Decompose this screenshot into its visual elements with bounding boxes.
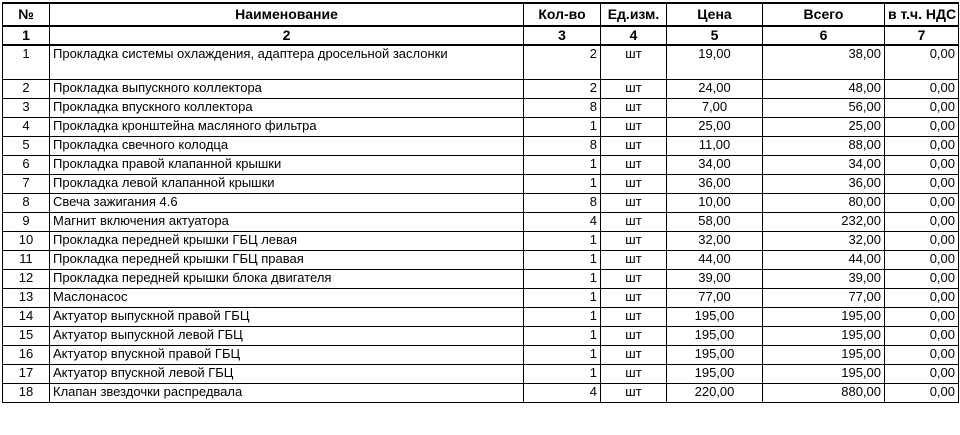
row-number: 9 xyxy=(3,213,50,232)
row-number: 4 xyxy=(3,118,50,137)
item-unit: шт xyxy=(601,232,667,251)
item-name: Прокладка левой клапанной крышки xyxy=(50,175,524,194)
item-quantity: 1 xyxy=(524,118,601,137)
header-num: № xyxy=(3,3,50,26)
row-number: 13 xyxy=(3,289,50,308)
item-total: 39,00 xyxy=(763,270,885,289)
column-number: 2 xyxy=(50,26,524,45)
table-row xyxy=(3,175,959,194)
item-total: 195,00 xyxy=(763,308,885,327)
header-qty: Кол-во xyxy=(524,3,601,26)
item-total: 56,00 xyxy=(763,99,885,118)
item-price: 7,00 xyxy=(667,99,763,118)
item-name: Прокладка свечного колодца xyxy=(50,137,524,156)
item-price: 10,00 xyxy=(667,194,763,213)
row-number: 11 xyxy=(3,251,50,270)
item-unit: шт xyxy=(601,156,667,175)
table-row xyxy=(3,251,959,270)
table-row xyxy=(3,384,959,403)
item-name: Прокладка впускного коллектора xyxy=(50,99,524,118)
item-vat: 0,00 xyxy=(885,270,959,289)
row-number: 14 xyxy=(3,308,50,327)
item-quantity: 2 xyxy=(524,80,601,99)
item-vat: 0,00 xyxy=(885,308,959,327)
item-total: 880,00 xyxy=(763,384,885,403)
item-quantity: 4 xyxy=(524,213,601,232)
item-total: 80,00 xyxy=(763,194,885,213)
item-unit: шт xyxy=(601,80,667,99)
table-row xyxy=(3,99,959,118)
table-row xyxy=(3,346,959,365)
item-price: 44,00 xyxy=(667,251,763,270)
column-number: 6 xyxy=(763,26,885,45)
item-total: 32,00 xyxy=(763,232,885,251)
column-number: 3 xyxy=(524,26,601,45)
item-price: 77,00 xyxy=(667,289,763,308)
item-vat: 0,00 xyxy=(885,346,959,365)
row-number: 10 xyxy=(3,232,50,251)
item-quantity: 4 xyxy=(524,384,601,403)
item-name: Маслонасос xyxy=(50,289,524,308)
item-total: 44,00 xyxy=(763,251,885,270)
item-vat: 0,00 xyxy=(885,99,959,118)
item-unit: шт xyxy=(601,365,667,384)
table-row xyxy=(3,365,959,384)
item-name: Клапан звездочки распредвала xyxy=(50,384,524,403)
item-name: Прокладка передней крышки ГБЦ правая xyxy=(50,251,524,270)
column-number: 7 xyxy=(885,26,959,45)
item-quantity: 1 xyxy=(524,365,601,384)
row-number: 16 xyxy=(3,346,50,365)
row-number: 5 xyxy=(3,137,50,156)
item-vat: 0,00 xyxy=(885,213,959,232)
item-vat: 0,00 xyxy=(885,45,959,80)
table-row xyxy=(3,45,959,80)
item-total: 38,00 xyxy=(763,45,885,80)
row-number: 12 xyxy=(3,270,50,289)
column-number: 1 xyxy=(3,26,50,45)
item-price: 11,00 xyxy=(667,137,763,156)
item-name: Свеча зажигания 4.6 xyxy=(50,194,524,213)
item-vat: 0,00 xyxy=(885,80,959,99)
item-total: 232,00 xyxy=(763,213,885,232)
item-name: Актуатор выпускной левой ГБЦ xyxy=(50,327,524,346)
item-total: 25,00 xyxy=(763,118,885,137)
item-price: 195,00 xyxy=(667,308,763,327)
item-quantity: 2 xyxy=(524,45,601,80)
item-quantity: 1 xyxy=(524,346,601,365)
item-name: Прокладка кронштейна масляного фильтра xyxy=(50,118,524,137)
item-price: 195,00 xyxy=(667,365,763,384)
row-number: 17 xyxy=(3,365,50,384)
item-total: 195,00 xyxy=(763,365,885,384)
item-name: Прокладка передней крышки блока двигателя xyxy=(50,270,524,289)
table-row xyxy=(3,213,959,232)
item-vat: 0,00 xyxy=(885,365,959,384)
item-price: 34,00 xyxy=(667,156,763,175)
item-price: 19,00 xyxy=(667,45,763,80)
row-number: 2 xyxy=(3,80,50,99)
invoice-table xyxy=(2,2,959,403)
item-price: 39,00 xyxy=(667,270,763,289)
item-unit: шт xyxy=(601,289,667,308)
item-vat: 0,00 xyxy=(885,118,959,137)
item-unit: шт xyxy=(601,213,667,232)
item-vat: 0,00 xyxy=(885,156,959,175)
item-name: Актуатор впускной левой ГБЦ xyxy=(50,365,524,384)
item-unit: шт xyxy=(601,175,667,194)
item-quantity: 8 xyxy=(524,99,601,118)
item-vat: 0,00 xyxy=(885,194,959,213)
item-price: 25,00 xyxy=(667,118,763,137)
item-price: 195,00 xyxy=(667,346,763,365)
item-name: Прокладка выпускного коллектора xyxy=(50,80,524,99)
item-quantity: 1 xyxy=(524,289,601,308)
header-unit: Ед.изм. xyxy=(601,3,667,26)
item-unit: шт xyxy=(601,251,667,270)
table-row xyxy=(3,308,959,327)
column-number: 4 xyxy=(601,26,667,45)
item-name: Актуатор впускной правой ГБЦ xyxy=(50,346,524,365)
item-vat: 0,00 xyxy=(885,137,959,156)
item-unit: шт xyxy=(601,384,667,403)
item-unit: шт xyxy=(601,308,667,327)
item-total: 195,00 xyxy=(763,346,885,365)
column-number-row xyxy=(3,26,959,45)
item-vat: 0,00 xyxy=(885,289,959,308)
table-row xyxy=(3,118,959,137)
item-unit: шт xyxy=(601,327,667,346)
item-quantity: 1 xyxy=(524,251,601,270)
item-price: 36,00 xyxy=(667,175,763,194)
row-number: 7 xyxy=(3,175,50,194)
item-vat: 0,00 xyxy=(885,251,959,270)
item-unit: шт xyxy=(601,194,667,213)
item-unit: шт xyxy=(601,270,667,289)
item-quantity: 8 xyxy=(524,137,601,156)
item-price: 220,00 xyxy=(667,384,763,403)
item-total: 88,00 xyxy=(763,137,885,156)
column-number: 5 xyxy=(667,26,763,45)
table-row xyxy=(3,270,959,289)
table-row xyxy=(3,194,959,213)
row-number: 1 xyxy=(3,45,50,80)
item-total: 77,00 xyxy=(763,289,885,308)
table-row xyxy=(3,232,959,251)
row-number: 6 xyxy=(3,156,50,175)
item-name: Магнит включения актуатора xyxy=(50,213,524,232)
item-quantity: 1 xyxy=(524,232,601,251)
item-vat: 0,00 xyxy=(885,384,959,403)
item-quantity: 1 xyxy=(524,270,601,289)
item-quantity: 1 xyxy=(524,175,601,194)
header-name: Наименование xyxy=(50,3,524,26)
row-number: 18 xyxy=(3,384,50,403)
header-row xyxy=(3,3,959,26)
header-vat: в т.ч. НДС xyxy=(885,3,959,26)
item-vat: 0,00 xyxy=(885,232,959,251)
item-quantity: 1 xyxy=(524,327,601,346)
item-name: Прокладка правой клапанной крышки xyxy=(50,156,524,175)
item-unit: шт xyxy=(601,346,667,365)
item-unit: шт xyxy=(601,137,667,156)
item-total: 48,00 xyxy=(763,80,885,99)
item-price: 24,00 xyxy=(667,80,763,99)
table-row xyxy=(3,137,959,156)
item-unit: шт xyxy=(601,118,667,137)
table-row xyxy=(3,80,959,99)
row-number: 15 xyxy=(3,327,50,346)
item-price: 32,00 xyxy=(667,232,763,251)
table-row xyxy=(3,289,959,308)
item-total: 195,00 xyxy=(763,327,885,346)
item-name: Прокладка передней крышки ГБЦ левая xyxy=(50,232,524,251)
row-number: 3 xyxy=(3,99,50,118)
item-price: 58,00 xyxy=(667,213,763,232)
item-quantity: 1 xyxy=(524,308,601,327)
table-row xyxy=(3,327,959,346)
table-body xyxy=(3,45,959,403)
item-unit: шт xyxy=(601,45,667,80)
item-quantity: 1 xyxy=(524,156,601,175)
item-unit: шт xyxy=(601,99,667,118)
item-quantity: 8 xyxy=(524,194,601,213)
item-total: 34,00 xyxy=(763,156,885,175)
row-number: 8 xyxy=(3,194,50,213)
item-name: Прокладка системы охлаждения, адаптера дросельной заслонки xyxy=(50,45,524,80)
item-vat: 0,00 xyxy=(885,175,959,194)
header-price: Цена xyxy=(667,3,763,26)
item-total: 36,00 xyxy=(763,175,885,194)
item-name: Актуатор выпускной правой ГБЦ xyxy=(50,308,524,327)
item-vat: 0,00 xyxy=(885,327,959,346)
header-total: Всего xyxy=(763,3,885,26)
item-price: 195,00 xyxy=(667,327,763,346)
table-row xyxy=(3,156,959,175)
